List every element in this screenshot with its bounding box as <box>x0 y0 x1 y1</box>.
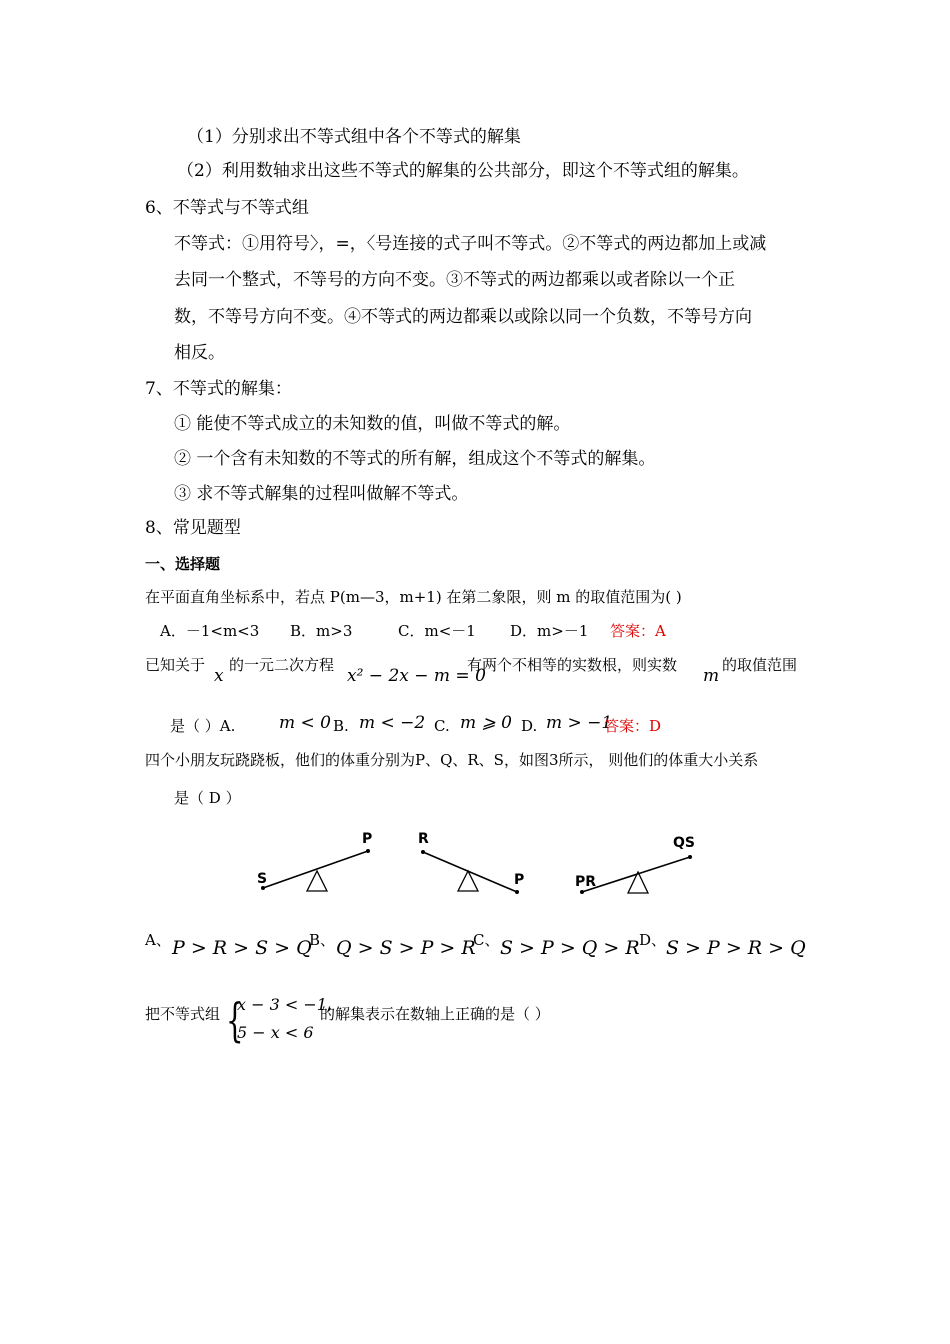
q3-label-b: B、 <box>309 931 336 949</box>
section-8-title: 8、常见题型 <box>145 518 241 538</box>
q2-line2-prefix: 是（ ）A. <box>170 717 236 735</box>
q4-inequality-2: 5 − x < 6 <box>237 1023 314 1042</box>
q2-stem-a: 已知关于 <box>145 656 206 674</box>
q3-option-a: P > R > S > Q <box>172 937 312 959</box>
q1-stem: 在平面直角坐标系中，若点 P(m—3，m+1) 在第二象限，则 m 的取值范围为( ) <box>145 588 682 606</box>
q1-option-a: A．－1<m<3 <box>160 622 260 640</box>
q3-stem-2: 是（ D ） <box>174 789 241 807</box>
seesaw-2-high-label: R <box>418 831 429 847</box>
seesaw-3-low-label: PR <box>575 874 597 890</box>
section-6-para-4: 相反。 <box>174 343 225 363</box>
section-7-item-1: ① 能使不等式成立的未知数的值，叫做不等式的解。 <box>174 414 571 434</box>
section-8-subtitle: 一、选择题 <box>145 555 221 573</box>
q4-inequality-1: x − 3 < −1, <box>237 995 333 1014</box>
q3-label-c: C、 <box>473 931 500 949</box>
seesaw-1-high-label: P <box>362 831 373 847</box>
q4-stem-b: 的解集表示在数轴上正确的是（ ） <box>320 1005 550 1023</box>
section-6-para-3: 数，不等号方向不变。④不等式的两边都乘以或除以同一个负数，不等号方向 <box>174 307 752 327</box>
step-2: （2）利用数轴求出这些不等式的解集的公共部分，即这个不等式组的解集。 <box>177 161 749 181</box>
seesaw-figure <box>245 815 710 905</box>
q2-option-a: m < 0 <box>279 713 331 733</box>
q2-var-x: x <box>214 666 224 686</box>
q2-answer: 答案：D <box>604 717 662 735</box>
q2-option-d: m > −1 <box>546 713 613 733</box>
section-7-item-2: ② 一个含有未知数的不等式的所有解，组成这个不等式的解集。 <box>174 449 656 469</box>
q1-answer: 答案：A <box>610 622 666 640</box>
q2-stem-b: 的一元二次方程 <box>229 656 335 674</box>
q3-option-d: S > P > R > Q <box>666 937 806 959</box>
seesaw-1 <box>257 831 372 891</box>
q4-stem-a: 把不等式组 <box>145 1005 221 1023</box>
q1-option-b: B．m>3 <box>290 622 353 640</box>
q3-option-b: Q > S > P > R <box>336 937 476 959</box>
q2-stem-c: 有两个不相等的实数根，则实数 <box>467 656 678 674</box>
q1-option-c: C．m<－1 <box>398 622 476 640</box>
seesaw-3 <box>575 835 695 894</box>
q2-equation: x² − 2x − m = 0 <box>347 666 486 686</box>
q2-option-b: m < −2 <box>359 713 426 733</box>
q2-label-c: C. <box>434 717 450 735</box>
q3-option-c: S > P > Q > R <box>500 937 640 959</box>
step-1: （1）分别求出不等式组中各个不等式的解集 <box>187 127 521 147</box>
seesaw-1-low-label: S <box>257 871 268 887</box>
seesaw-2-low-label: P <box>514 872 525 888</box>
q2-label-b: B. <box>333 717 349 735</box>
q3-label-d: D、 <box>639 931 667 949</box>
seesaw-3-high-label: QS <box>673 835 695 851</box>
q2-var-m: m <box>703 666 720 686</box>
q3-stem: 四个小朋友玩跷跷板，他们的体重分别为P、Q、R、S，如图3所示， 则他们的体重大小关系 <box>145 751 759 769</box>
section-6-title: 6、不等式与不等式组 <box>145 198 309 218</box>
q1-option-d: D．m>－1 <box>510 622 589 640</box>
section-6-para-2: 去同一个整式，不等号的方向不变。③不等式的两边都乘以或者除以一个正 <box>174 270 735 290</box>
section-7-title: 7、不等式的解集： <box>145 379 292 399</box>
q2-option-c: m ⩾ 0 <box>460 713 512 733</box>
q3-label-a: A、 <box>145 931 171 949</box>
q2-stem-d: 的取值范围 <box>722 656 798 674</box>
section-7-item-3: ③ 求不等式解集的过程叫做解不等式。 <box>174 484 469 504</box>
system-brace: { <box>226 993 244 1047</box>
seesaw-2 <box>418 831 524 894</box>
q2-label-d: D. <box>521 717 538 735</box>
section-6-para-1: 不等式：①用符号〉，=，〈号连接的式子叫不等式。②不等式的两边都加上或减 <box>174 234 767 254</box>
